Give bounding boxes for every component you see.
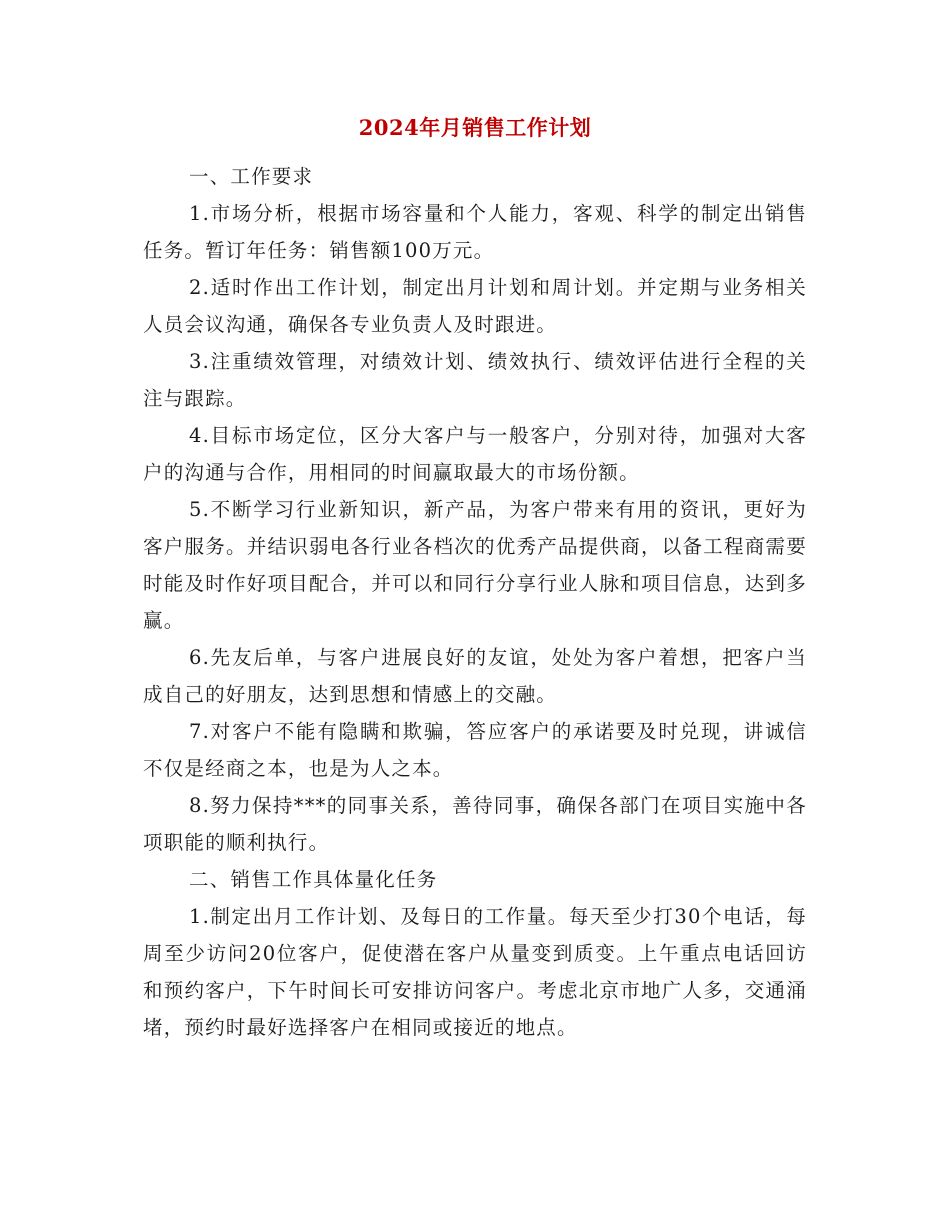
section-heading-requirements: 一、工作要求: [189, 165, 314, 188]
paragraph-friendship: 6.先友后单，与客户进展良好的友谊，处处为客户着想，把客户当成自己的好朋友，达到思想和情感上的交融。: [143, 646, 807, 706]
paragraph-performance: 3.注重绩效管理，对绩效计划、绩效执行、绩效评估进行全程的关注与跟踪。: [143, 350, 807, 410]
document-body: [143, 158, 807, 1046]
paragraph-daily-workload: 1.制定出月工作计划、及每日的工作量。每天至少打30个电话，每周至少访问20位客户，促使潜在客户从量变到质变。上午重点电话回访和预约客户，下午时间长可安排访问客户。考虑北京市地广人多，交通涌堵，预约时最好选择客户在相同或接近的地点。: [143, 905, 807, 1039]
paragraph-target-market: 4.目标市场定位，区分大客户与一般客户，分别对待，加强对大客户的沟通与合作，用相同的时间赢取最大的市场份额。: [143, 424, 807, 484]
paragraph-work-plan: 2.适时作出工作计划，制定出月计划和周计划。并定期与业务相关人员会议沟通，确保各专业负责人及时跟进。: [143, 276, 807, 336]
paragraph-honesty: 7.对客户不能有隐瞒和欺骗，答应客户的承诺要及时兑现，讲诚信不仅是经商之本，也是为人之本。: [143, 720, 807, 780]
paragraph-market-analysis: 1.市场分析，根据市场容量和个人能力，客观、科学的制定出销售任务。暂订年任务：销售额100万元。: [143, 202, 807, 262]
paragraph-learning: 5.不断学习行业新知识，新产品，为客户带来有用的资讯，更好为客户服务。并结识弱电各行业各档次的优秀产品提供商，以备工程商需要时能及时作好项目配合，并可以和同行分享行业人脉和项目信息，达到多赢。: [143, 498, 807, 632]
section-heading-quantified-tasks: 二、销售工作具体量化任务: [189, 868, 438, 891]
document-title: 2024年月销售工作计划: [358, 115, 592, 140]
paragraph-colleagues: 8.努力保持***的同事关系，善待同事，确保各部门在项目实施中各项职能的顺利执行。: [143, 794, 807, 854]
